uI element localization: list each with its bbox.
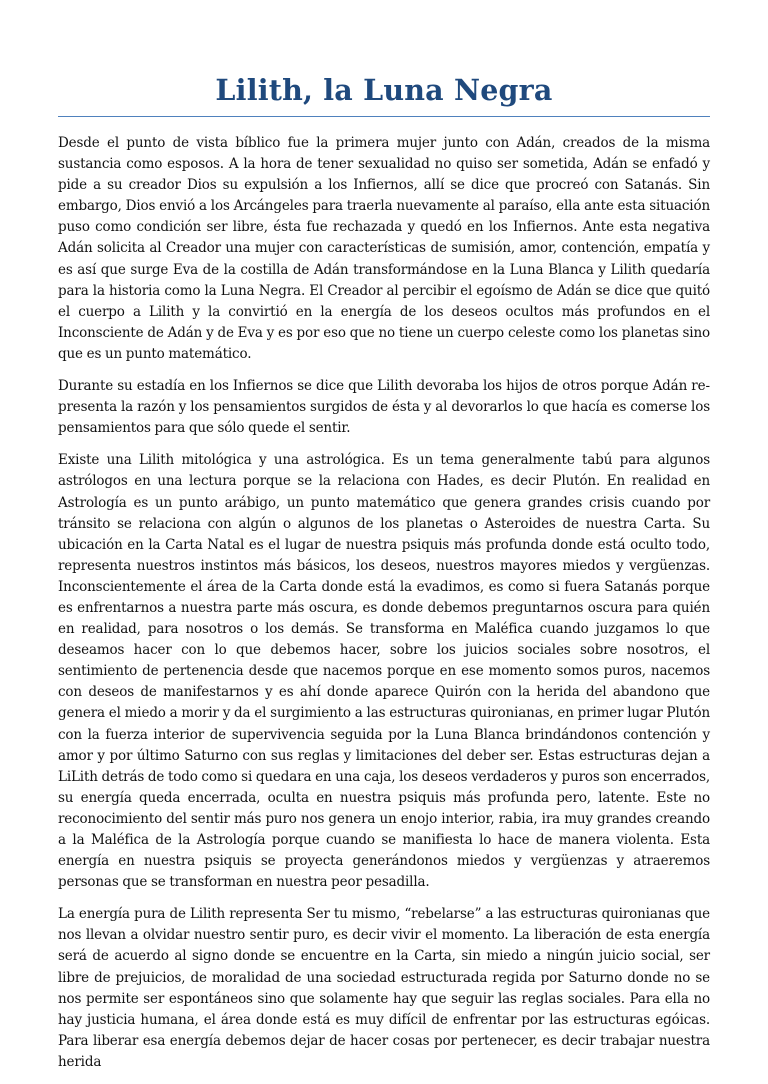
paragraph-3: Existe una Lilith mitológica y una astrológica. Es un tema generalmente tabú para algunos astrólogos en una lectura porque se la relaciona con Hades, es decir Plutón. En realidad en Astrología es un punto arábigo, un punto matemático que genera grandes crisis cuando por tránsito se relaciona con algún o algunos de los planetas o Asteroides de nuestra Carta. Su ubicación en la Carta Natal es el lugar de nuestra psiquis más profunda donde está oculto todo, representa nuestros instintos más básicos, los deseos, nuestros mayores miedos y vergüenzas. Inconscientemente el área de la Carta donde está la evadimos, es como si fuera Satanás porque es enfrentarnos a nuestra parte más oscura, es donde debemos preguntarnos oscura para quién en realidad, para nosotros o los demás. Se transforma en Maléfica cuando juzgamos lo que deseamos hacer con lo que debemos hacer, sobre los juicios sociales sobre nosotros, el sentimiento de pertenencia desde que nacemos porque en ese momento somos puros, nacemos con deseos de manifestarnos y es ahí donde aparece Quirón con la herida del abandono que genera el miedo a morir y da el surgimiento a las estructuras quironianas, en primer lugar Plutón con la fuerza interior de supervivencia seguida por la Luna Blanca brindándonos contención y amor y por último Saturno con sus reglas y limitaciones del deber ser. Estas estructuras dejan a LiLith detrás de todo como si quedara en una caja, los deseos verdaderos y puros son encerrados, su energía queda encerrada, oculta en nuestra psiquis más profunda pero, latente. Este no reconocimiento del sentir más puro nos genera un enojo interior, rabia, ira muy grandes creando a la Maléfica de la Astrología porque cuando se manifiesta lo hace de manera violenta. Esta energía en nuestra psiquis se proyecta generándonos miedos y vergüenzas y atraeremos personas que se transforman en nuestra peor pesadilla.: [58, 452, 710, 891]
paragraph-4: La energía pura de Lilith representa Ser tu mismo, “rebelarse” a las estructuras quironianas que nos llevan a olvidar nuestro sentir puro, es decir vivir el momento. La liberación de esta energía será de acuerdo al signo donde se encuentre en la Carta, sin miedo a ningún juicio social, ser libre de prejuicios, de moralidad de una sociedad estructurada regida por Saturno donde no se nos permite ser espontáneos sino que solamente hay que seguir las reglas sociales. Para ella no hay justicia humana, el área donde está es muy difícil de enfrentar por las estructuras egóicas. Para liberar esa energía debemos dejar de hacer cosas por pertenecer, es decir trabajar nuestra herida: [58, 906, 710, 1070]
paragraph-1: Desde el punto de vista bíblico fue la primera mujer junto con Adán, creados de la misma sustancia como esposos. A la hora de tener sexualidad no quiso ser sometida, Adán se enfadó y pide a su creador Dios su expulsión a los Infiernos, allí se dice que procreó con Satanás. Sin embargo, Dios envió a los Arcángeles para traerla nuevamente al paraíso, ella ante esta situación puso como condición ser libre, ésta fue rechazada y quedó en los Infiernos. Ante esta negativa Adán solicita al Creador una mujer con características de sumisión, amor, contención, empatía y es así que surge Eva de la costilla de Adán transformándose en la Luna Blanca y Lilith quedaría para la historia como la Luna Negra. El Creador al percibir el egoísmo de Adán se dice que quitó el cuerpo a Lilith y la convirtió en la energía de los deseos ocultos más profundos en el Inconsciente de Adán y de Eva y es por eso que no tiene un cuerpo celeste como los planetas sino que es un punto matemático.: [58, 135, 710, 362]
document-page: [58, 70, 710, 1084]
title-divider: [58, 116, 710, 117]
paragraph-2: Durante su estadía en los Infiernos se dice que Lilith devoraba los hijos de otros porque Adán representa la razón y los pensamientos surgidos de ésta y al devorarlos lo que hacía es comerse los pensamientos para que sólo quede el sentir.: [58, 378, 710, 437]
document-title: Lilith, la Luna Negra: [215, 73, 553, 107]
